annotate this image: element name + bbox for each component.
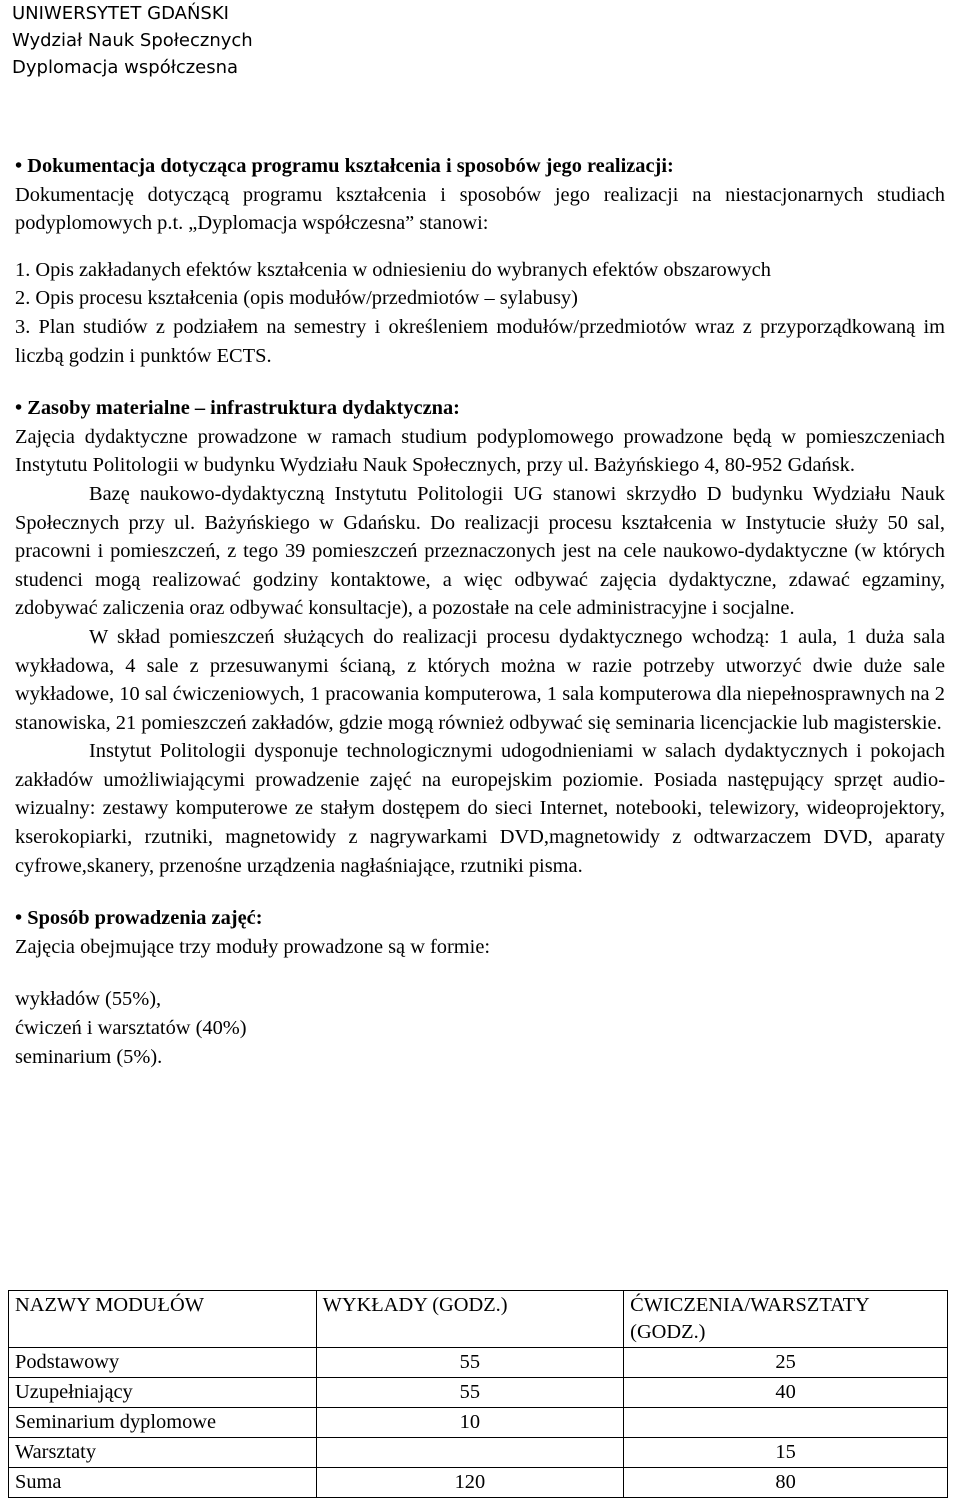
- section-heading-teaching-method: • Sposób prowadzenia zajęć:: [15, 907, 263, 930]
- document-body: [15, 152, 945, 1071]
- university-name: UNIWERSYTET GDAŃSKI: [12, 3, 229, 24]
- modules-table: [8, 1290, 948, 1498]
- table-row-total: [9, 1468, 948, 1498]
- infrastructure-paragraph-2: Bazę naukowo-dydaktyczną Instytutu Politologii UG stanowi skrzydło D budynku Wydziału Nauk Społecznych przy ul. Bażyńskiego w Gdańsku. Do realizacji procesu kształcenia w Instytucie służy 50 sal, pracowni i pomieszczeń, z tego 39 pomieszczeń przeznaczonych jest na cele naukowo-dydaktyczne (w których studenci mogą realizować godziny kontaktowe, a więc odbywać zajęcia dydaktyczne, zdawać egzaminy, zdobywać zaliczenia oraz odbywać konsultacje), a pozostałe na cele administracyjne i socjalne.: [15, 482, 945, 620]
- documentation-item-2: 2. Opis procesu kształcenia (opis modułów/przedmiotów – sylabusy): [15, 287, 578, 310]
- table-row: [9, 1438, 948, 1468]
- infrastructure-paragraph-1: Zajęcia dydaktyczne prowadzone w ramach studium podyplomowego prowadzone będą w pomieszczeniach Instytutu Politologii w budynku Wydziału Nauk Społecznych, przy ul. Bażyńskiego 4, 80-952 Gdańsk.: [15, 425, 945, 477]
- header-lectures-hours: WYKŁADY (GODZ.): [316, 1291, 624, 1348]
- table-row: [9, 1348, 948, 1378]
- faculty-name: Wydział Nauk Społecznych: [12, 30, 253, 51]
- table-header-row: [9, 1291, 948, 1348]
- table-row: [9, 1378, 948, 1408]
- module-name: Suma: [9, 1468, 317, 1498]
- program-name: Dyplomacja współczesna: [12, 57, 239, 78]
- module-name: Seminarium dyplomowe: [9, 1408, 317, 1438]
- infrastructure-paragraph-3: W skład pomieszczeń służących do realizacji procesu dydaktycznego wchodzą: 1 aula, 1 duża sala wykładowa, 4 sale z przesuwanymi ścianą, z których można w razie potrzeby utworzyć dwie duże sale wykładowe, 10 sal ćwiczeniowych, 1 pracowania komputerowa, 1 sala komputerowa dla niepełnosprawnych na 2 stanowiska, 21 pomieszczeń zakładów, gdzie mogą również odbywać się seminaria licencjackie lub magisterskie.: [15, 625, 945, 734]
- exercise-hours: 15: [624, 1438, 948, 1468]
- module-name: Warsztaty: [9, 1438, 317, 1468]
- lecture-hours: 55: [316, 1378, 624, 1408]
- section-heading-infrastructure: • Zasoby materialne – infrastruktura dydaktyczna:: [15, 397, 460, 420]
- documentation-item-3: 3. Plan studiów z podziałem na semestry i określeniem modułów/przedmiotów wraz z przyporządkowaną im liczbą godzin i punktów ECTS.: [15, 315, 945, 367]
- exercise-hours: [624, 1408, 948, 1438]
- documentation-intro: Dokumentację dotyczącą programu kształcenia i sposobów jego realizacji na niestacjonarnych studiach podyplomowych p.t. „Dyplomacja współczesna” stanowi:: [15, 183, 945, 235]
- table-row: [9, 1408, 948, 1438]
- document-header: [12, 0, 253, 81]
- module-name: Podstawowy: [9, 1348, 317, 1378]
- exercise-hours: 40: [624, 1378, 948, 1408]
- module-name: Uzupełniający: [9, 1378, 317, 1408]
- infrastructure-paragraph-4: Instytut Politologii dysponuje technologicznymi udogodnieniami w salach dydaktycznych i pokojach zakładów umożliwiającymi prowadzenie zajęć na europejskim poziomie. Posiada następujący sprzęt audio-wizualny: zestawy komputerowe ze stałym dostępem do sieci Internet, notebooki, telewizory, wideoprojektory, kserokopiarki, rzutniki, magnetowidy z nagrywarkami DVD,magnetowidy z odtwarzaczem DVD, aparaty cyfrowe,skanery, przenośne urządzenia nagłaśniające, rzutniki pisma.: [15, 740, 945, 877]
- lecture-hours: 120: [316, 1468, 624, 1498]
- exercise-hours: 80: [624, 1468, 948, 1498]
- exercise-hours: 25: [624, 1348, 948, 1378]
- lecture-hours: 10: [316, 1408, 624, 1438]
- form-lectures: wykładów (55%),: [15, 988, 162, 1011]
- section-heading-documentation: • Dokumentacja dotycząca programu kształcenia i sposobów jego realizacji:: [15, 155, 674, 177]
- teaching-method-intro: Zajęcia obejmujące trzy moduły prowadzone są w formie:: [15, 935, 491, 958]
- lecture-hours: 55: [316, 1348, 624, 1378]
- documentation-item-1: 1. Opis zakładanych efektów kształcenia w odniesieniu do wybranych efektów obszarowych: [15, 258, 771, 281]
- lecture-hours: [316, 1438, 624, 1468]
- form-seminar: seminarium (5%).: [15, 1045, 163, 1068]
- header-module-names: NAZWY MODUŁÓW: [9, 1291, 317, 1348]
- form-exercises: ćwiczeń i warsztatów (40%): [15, 1017, 247, 1040]
- header-exercises-hours: ĆWICZENIA/WARSZTATY (GODZ.): [624, 1291, 948, 1348]
